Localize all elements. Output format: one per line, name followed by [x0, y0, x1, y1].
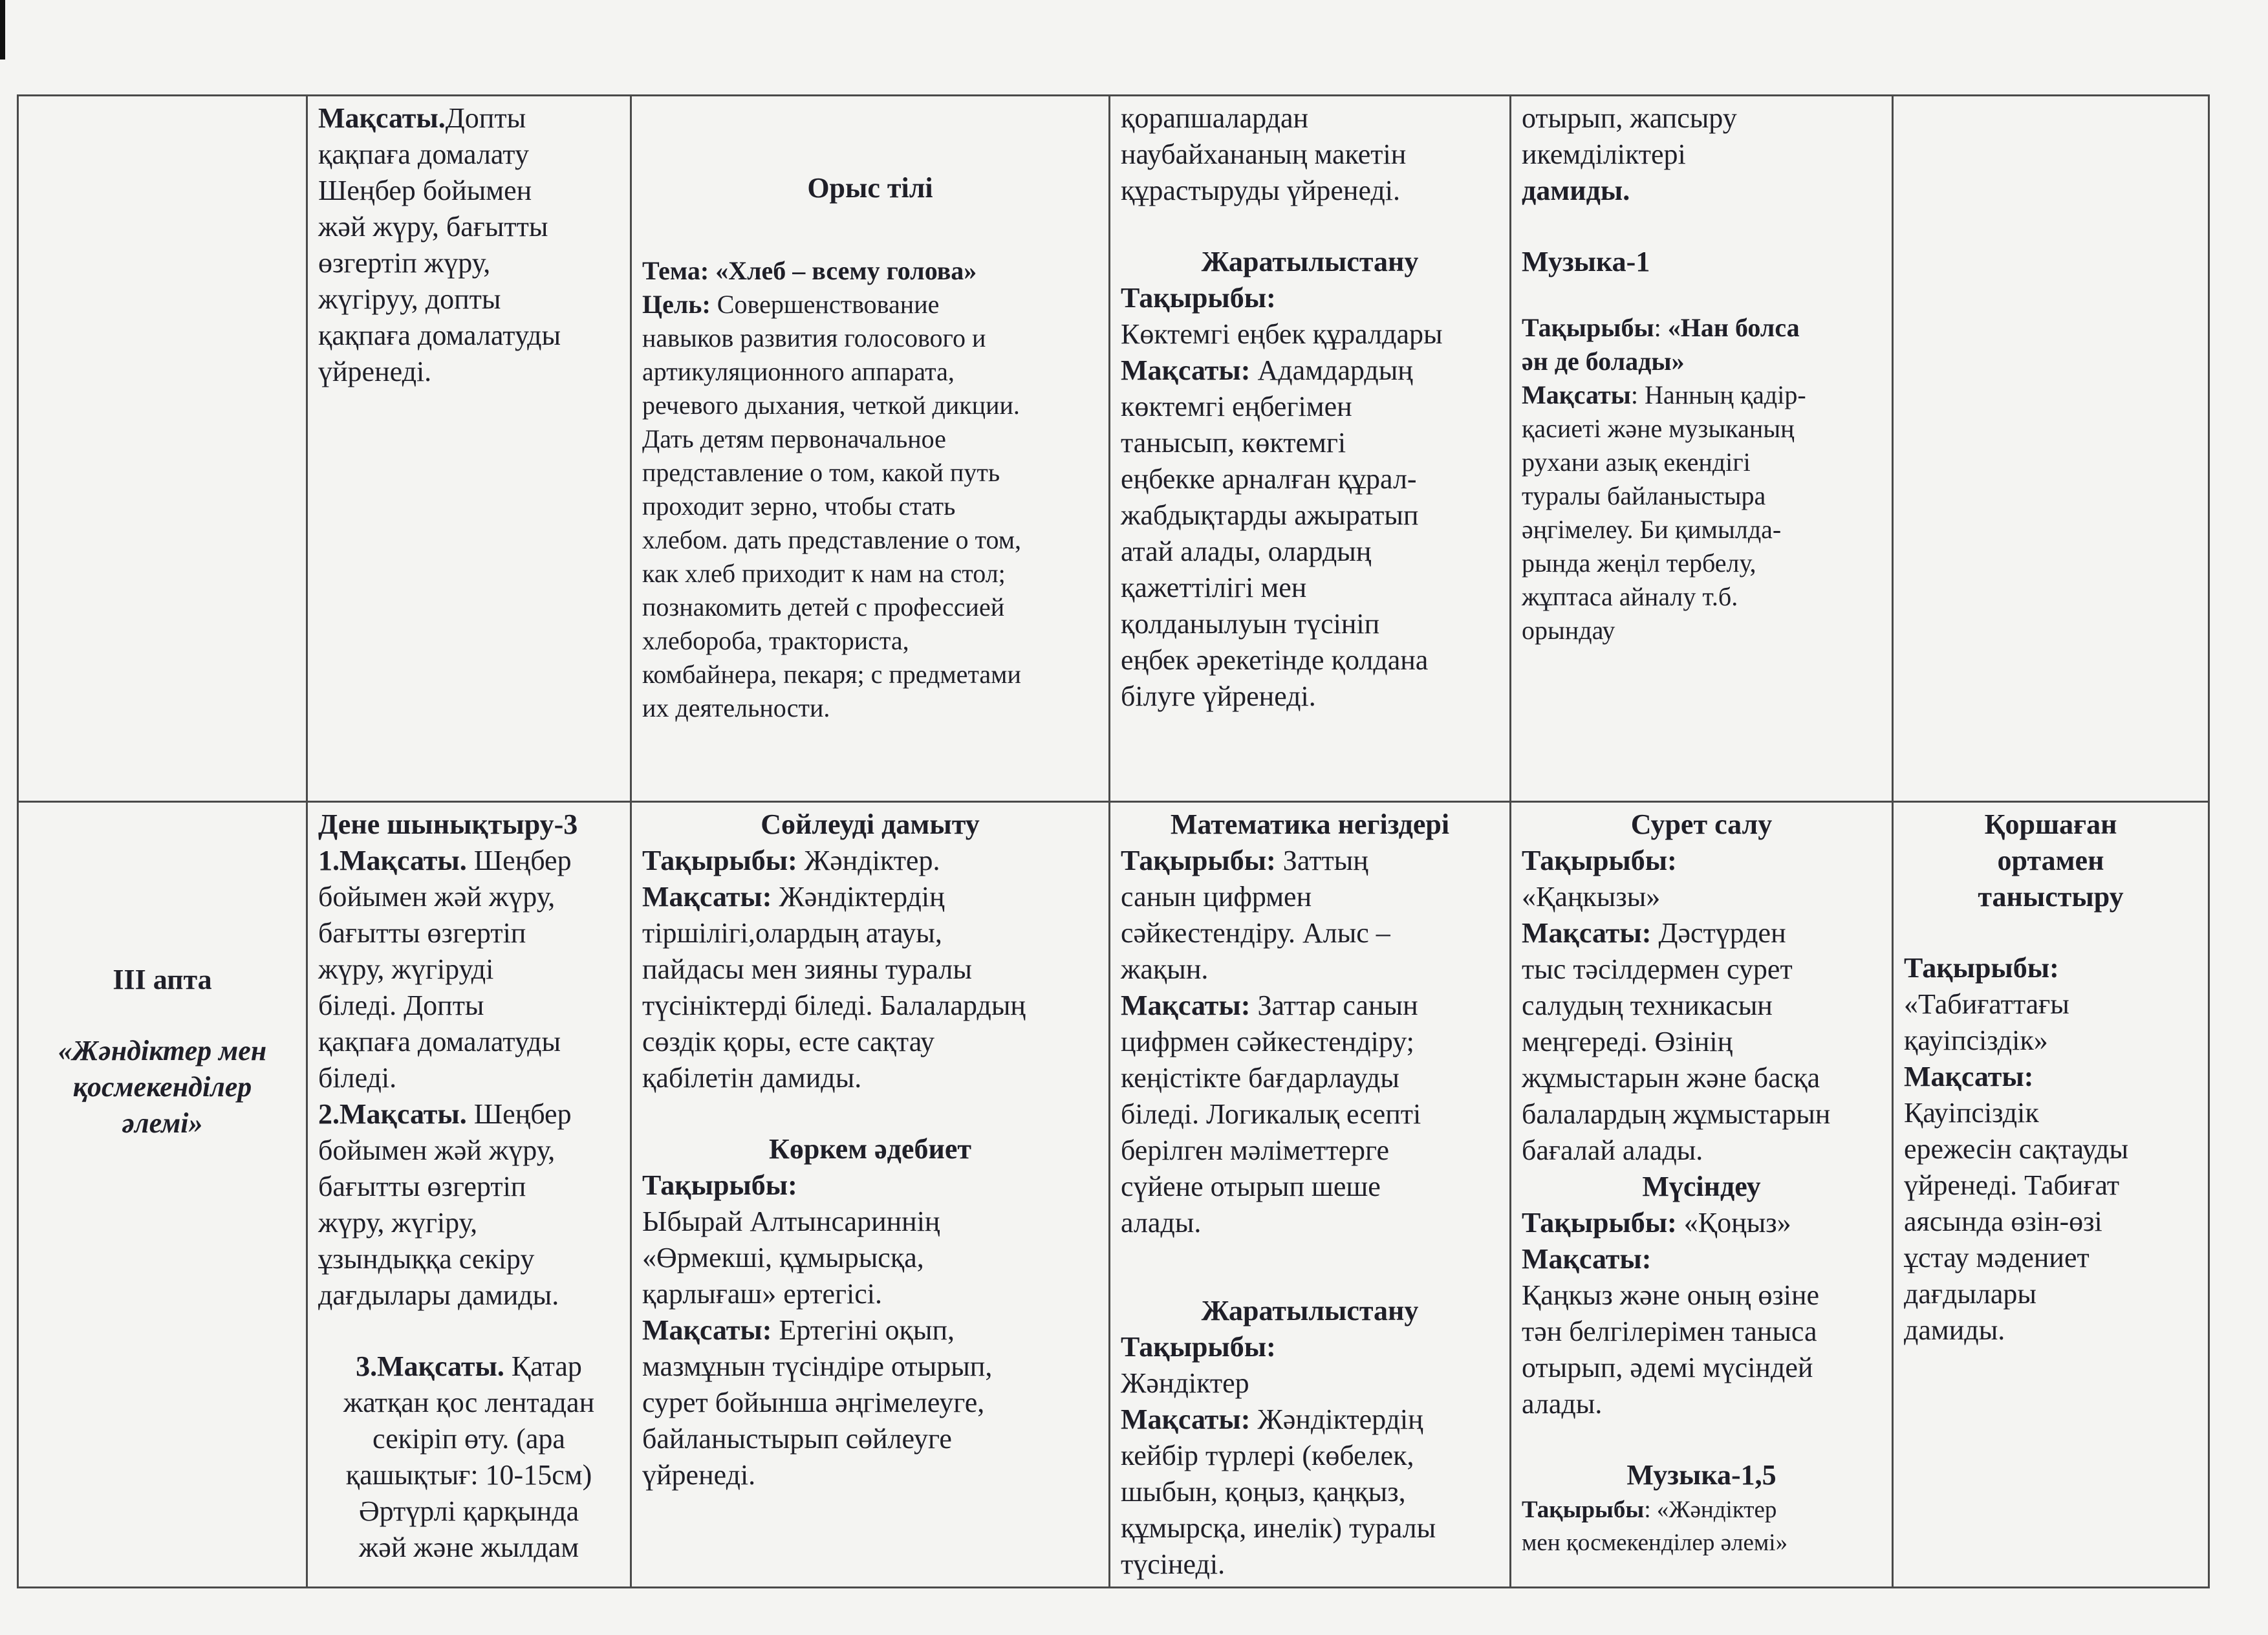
goal-label: Мақсаты: [1522, 1243, 1652, 1275]
text-line: дамиды. [1904, 1314, 2005, 1346]
text-line: ережесін сақтауды [1904, 1133, 2129, 1165]
text-line: қорапшалардан [1121, 102, 1309, 134]
text-line: хлебороба, тракториста, [642, 626, 909, 655]
cell-speech-and-literature [631, 802, 1110, 1588]
text-line: жүгіруу, допты [318, 283, 501, 315]
text-line: «Табиғаттағы [1904, 988, 2069, 1020]
week-theme-line: «Жәндіктер мен [58, 1035, 267, 1067]
text-line: бағалай алады. [1522, 1134, 1703, 1166]
text-line: отырып, жапсыру [1522, 102, 1737, 134]
text-line: их деятельности. [642, 693, 830, 722]
text-line: кеңістікте бағдарлауды [1121, 1062, 1399, 1094]
text-line: жүру, жүгіруді [318, 953, 494, 985]
topic-text: Көктемгі еңбек құралдары [1121, 318, 1443, 350]
text-line: үйренеді. [642, 1459, 756, 1491]
text-line: үйренеді. Табиғат [1904, 1169, 2120, 1201]
text-line: представление о том, какой путь [642, 458, 1000, 487]
text-line: Мақсаты.Допты [318, 102, 526, 134]
text-line: навыков развития голосового и [642, 323, 986, 352]
text-line: познакомить детей с профессией [642, 592, 1005, 622]
week-cell [18, 802, 307, 1588]
text-line: Мақсаты: Нанның қадір- [1522, 380, 1806, 409]
subject-title: ортамен [1997, 845, 2104, 876]
text-line: проходит зерно, чтобы стать [642, 492, 956, 521]
topic-line: Тақырыбы: «Нан болса [1522, 313, 1800, 342]
text-line: 2.Мақсаты. Шеңбер [318, 1098, 572, 1130]
topic-label: Тақырыбы: [1121, 282, 1276, 314]
text-line: Цель: Совершенствование [642, 290, 940, 319]
text-line: комбайнера, пекаря; с предметами [642, 660, 1021, 689]
subject-title: таныстыру [1978, 881, 2124, 913]
text-line: құрастыруды үйренеді. [1121, 175, 1401, 206]
text-line: қауіпсіздік» [1904, 1024, 2048, 1056]
text-line: секіріп өту. (ара [373, 1423, 565, 1455]
scan-corner-mark [0, 0, 5, 60]
topic-label: Тақырыбы: [642, 1169, 797, 1201]
subject-title: Жаратылыстану [1201, 1295, 1419, 1326]
text-line: түсінеді. [1121, 1548, 1226, 1580]
text-line: қасиеті және музыканың [1522, 414, 1795, 443]
text-line: тән белгілерімен таныса [1522, 1316, 1817, 1347]
text-line: Мақсаты: Жәндіктердің [1121, 1403, 1423, 1435]
text-line: бағытты өзгертіп [318, 1171, 526, 1202]
text-line: кейбір түрлері (көбелек, [1121, 1440, 1414, 1471]
cell-russian-language [631, 96, 1110, 802]
text-line: біледі. Логикалық есепті [1121, 1098, 1421, 1130]
topic-label: Тақырыбы: [1121, 1331, 1276, 1363]
subject-title: Қоршаған [1984, 808, 2117, 840]
cell-art-and-music [1511, 802, 1893, 1588]
text-line: 3.Мақсаты. Қатар [356, 1350, 582, 1382]
subject-title: Музыка-1,5 [1626, 1459, 1777, 1491]
text-line: жәй және жылдам [358, 1532, 579, 1563]
text-line: аясында өзін-өзі [1904, 1206, 2102, 1237]
text-line: көктемгі еңбегімен [1121, 391, 1352, 422]
text-line: 1.Мақсаты. Шеңбер [318, 845, 572, 876]
text-line: Тақырыбы: Заттың [1121, 845, 1368, 876]
text-line: бойымен жәй жүру, [318, 881, 556, 913]
text-line: сурет бойынша әңгімелеуге, [642, 1387, 985, 1418]
text-line: берілген мәліметтерге [1121, 1134, 1389, 1166]
text-line: наубайхананың макетін [1121, 138, 1407, 170]
text-line: қақпаға домалатуды [318, 1026, 561, 1057]
text-line: сәйкестендіру. Алыс – [1121, 917, 1390, 949]
text-line: сөздік қоры, есте сақтау [642, 1026, 934, 1057]
text-line: балалардың жұмыстарын [1522, 1098, 1831, 1130]
text-line: Тақырыбы: «Жәндіктер [1522, 1497, 1777, 1523]
subject-title: Сурет салу [1630, 808, 1773, 840]
text-line: үйренеді. [318, 356, 432, 387]
subject-title: Музыка-1 [1522, 246, 1650, 277]
text-line: салудың техникасын [1522, 990, 1773, 1021]
week-label: ІІІ апта [113, 964, 212, 995]
text-line: дағдылары дамиды. [318, 1279, 559, 1311]
text-line: шыбын, қоңыз, қаңқыз, [1121, 1476, 1406, 1508]
subject-title: Математика негіздері [1170, 808, 1450, 840]
week-cell-empty [18, 96, 307, 802]
text-line: дамиды. [1522, 175, 1630, 206]
table-row [18, 802, 2209, 1588]
text-line: Мақсаты: Ертегіні оқып, [642, 1314, 955, 1346]
text-line: тыс тәсілдермен сурет [1522, 953, 1793, 985]
text-line: қақпаға домалатуды [318, 319, 561, 351]
text-line: жүру, жүгіру, [318, 1207, 478, 1239]
text-line: Қауіпсіздік [1904, 1097, 2039, 1129]
text-line: дағдылары [1904, 1278, 2036, 1310]
text-line: рында жеңіл тербелу, [1522, 548, 1756, 578]
text-line: санын цифрмен [1121, 881, 1312, 913]
subject-title: Көркем әдебиет [769, 1133, 971, 1165]
text-line: қарлығаш» ертегісі. [642, 1278, 883, 1310]
text-line: тіршілігі,олардың атауы, [642, 917, 942, 949]
text-line: байланыстырып сөйлеуге [642, 1423, 952, 1455]
subject-title: Дене шынықтыру-3 [318, 808, 578, 840]
text-line: қажеттілігі мен [1121, 572, 1307, 603]
text-line: орындау [1522, 616, 1615, 645]
text-line: атай алады, олардың [1121, 536, 1372, 567]
text-line: қашықтығ: 10-15см) [345, 1459, 592, 1491]
text-line: Әртүрлі қарқында [358, 1495, 579, 1527]
cell-physical-education-goal [307, 96, 631, 802]
text-line: жәй жүру, бағытты [318, 211, 548, 243]
cell-empty [1893, 96, 2209, 802]
text-line: Шеңбер бойымен [318, 175, 532, 206]
text-line: Тақырыбы: Жәндіктер. [642, 845, 940, 876]
table-row [18, 96, 2209, 802]
text-line: алады. [1121, 1207, 1202, 1239]
week-theme-line: әлемі» [122, 1107, 203, 1139]
text-line: меңгереді. Өзінің [1522, 1026, 1733, 1057]
theme-line: Тема: «Хлеб – всему голова» [642, 256, 977, 285]
text-line: Мақсаты: Жәндіктердің [642, 881, 945, 913]
text-line: Мақсаты: Заттар санын [1121, 990, 1418, 1021]
text-line: алады. [1522, 1388, 1603, 1420]
topic-line: ән де болады» [1522, 347, 1685, 376]
text-line: икемділіктері [1522, 138, 1686, 170]
text-line: жұмыстарын және басқа [1522, 1062, 1820, 1094]
subject-title: Жаратылыстану [1201, 246, 1419, 277]
text-line: жабдықтарды ажыратып [1121, 499, 1419, 531]
text-line: речевого дыхания, четкой дикции. [642, 391, 1020, 420]
text-line: бағытты өзгертіп [318, 917, 526, 949]
text-line: қақпаға домалату [318, 138, 529, 170]
text-line: Мақсаты: Адамдардың [1121, 354, 1413, 386]
text-line: хлебом. дать представление о том, [642, 525, 1022, 554]
text-line: сүйене отырып шеше [1121, 1171, 1381, 1202]
text-line: біледі. Допты [318, 990, 484, 1021]
topic-text: Жәндіктер [1121, 1367, 1249, 1399]
topic-label: Тақырыбы: [1522, 845, 1677, 876]
text-line: қабілетін дамиды. [642, 1062, 862, 1094]
text-line: жұптаса айналу т.б. [1522, 582, 1738, 611]
text-line: еңбек әрекетінде қолдана [1121, 644, 1429, 676]
topic-text: «Қаңкызы» [1522, 881, 1661, 913]
text-line: Ыбырай Алтынсариннің [642, 1206, 940, 1237]
text-line: өзгертіп жүру, [318, 247, 491, 279]
text-line: қолданылуын түсініп [1121, 608, 1380, 640]
text-line: «Өрмекші, құмырысқа, [642, 1242, 924, 1273]
text-line: еңбекке арналған құрал- [1121, 463, 1417, 495]
cell-math-and-science [1110, 802, 1511, 1588]
text-line: артикуляционного аппарата, [642, 357, 955, 386]
goal-label: Мақсаты: [1904, 1061, 2034, 1092]
text-line: біледі. [318, 1062, 397, 1094]
text-line: ұстау мәдениет [1904, 1242, 2090, 1273]
text-line: мен қосмекенділер әлемі» [1522, 1530, 1788, 1556]
topic-label: Тақырыбы: [1904, 952, 2059, 984]
text-line: құмырсқа, инелік) туралы [1121, 1512, 1436, 1544]
cell-environment [1893, 802, 2209, 1588]
cell-natural-science [1110, 96, 1511, 802]
text-line: туралы байланыстыра [1522, 481, 1766, 510]
text-line: түсініктерді біледі. Балалардың [642, 990, 1026, 1021]
text-line: әңгімелеу. Би қимылда- [1522, 515, 1782, 544]
subject-title: Орыс тілі [807, 172, 933, 204]
text-line: жақын. [1121, 953, 1209, 985]
text-line: жатқан қос лентадан [343, 1387, 595, 1418]
text-line: танысып, көктемгі [1121, 427, 1346, 459]
text-line: Тақырыбы: «Қоңыз» [1522, 1207, 1791, 1239]
text-line: бойымен жәй жүру, [318, 1134, 556, 1166]
text-line: отырып, әдемі мүсіндей [1522, 1352, 1813, 1383]
text-line: как хлеб приходит к нам на стол; [642, 559, 1006, 588]
text-line: Дать детям первоначальное [642, 424, 946, 453]
subject-title: Мүсіндеу [1642, 1171, 1761, 1202]
weekly-plan-table [17, 94, 2210, 1588]
text-line: Қаңкыз және оның өзіне [1522, 1279, 1820, 1311]
cell-physical-education [307, 802, 631, 1588]
subject-title: Сөйлеуді дамыту [761, 808, 980, 840]
cell-music [1511, 96, 1893, 802]
text-line: білуге үйренеді. [1121, 680, 1316, 712]
text-line: ұзындыққа секіру [318, 1243, 535, 1275]
text-line: мазмұнын түсіндіре отырып, [642, 1350, 993, 1382]
text-line: Мақсаты: Дәстүрден [1522, 917, 1786, 949]
week-theme-line: қосмекенділер [72, 1071, 252, 1103]
text-line: цифрмен сәйкестендіру; [1121, 1026, 1414, 1057]
text-line: пайдасы мен зияны туралы [642, 953, 972, 985]
text-line: рухани азық екендігі [1522, 448, 1751, 477]
